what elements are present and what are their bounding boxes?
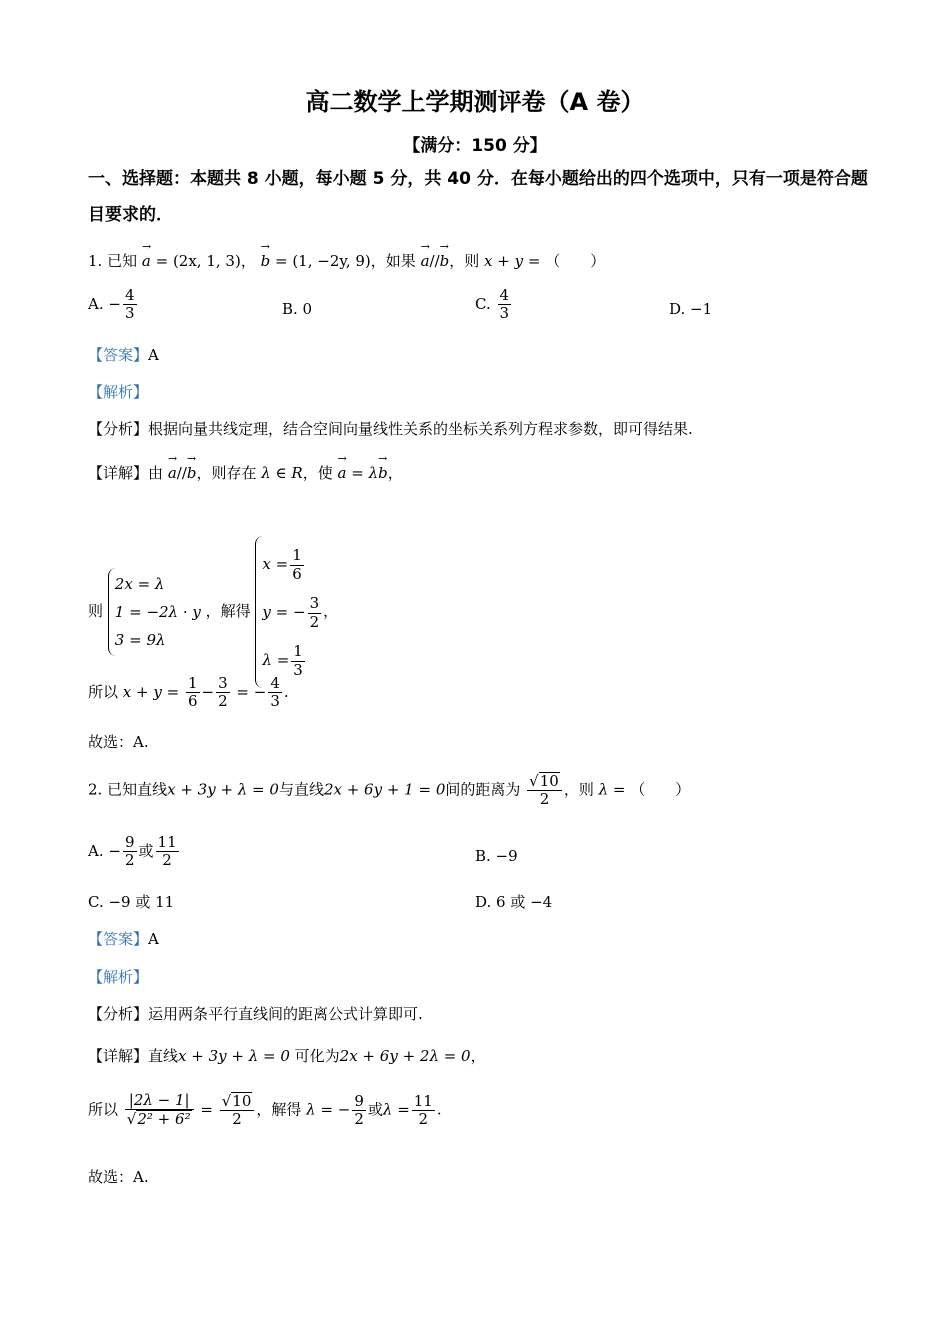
- or-label: 或: [138, 841, 154, 860]
- frac-num: 1: [187, 674, 198, 692]
- frac-num: 3: [218, 674, 228, 692]
- frac-num: 4: [124, 286, 135, 304]
- q2-stem-b: 与直线: [278, 780, 324, 799]
- frac-num: 9: [354, 1091, 364, 1110]
- q1-option-d: D. −1: [669, 300, 713, 318]
- detail-tag: 【详解】: [88, 1047, 149, 1065]
- q1-paren: （ ）: [545, 252, 606, 270]
- eq-row: 2x = λ: [114, 575, 165, 593]
- sol-x: [262, 540, 323, 588]
- detail-d: ，使: [302, 464, 333, 482]
- frac-num: √10: [220, 1092, 255, 1111]
- opt-a-sign: −: [108, 294, 121, 313]
- sqrt-radicand: 10: [539, 772, 559, 790]
- q2-line2: 2x + 6y + 1 = 0: [323, 780, 446, 799]
- opt-c-label: C.: [475, 294, 491, 313]
- q2-fenxi: [88, 1003, 423, 1024]
- frac-den: 3: [270, 692, 280, 711]
- q1-fenxi: [88, 418, 693, 439]
- parallel-sign: //: [429, 252, 440, 270]
- eq-sign: =: [200, 1100, 213, 1119]
- q1-prefix: 1. 已知: [88, 252, 138, 270]
- sqrt-radicand: 2² + 6²: [137, 1110, 191, 1129]
- sol-lhs: y = −: [262, 603, 306, 621]
- frac-num: √10: [527, 772, 562, 791]
- q1-analysis-tag: 【解析】: [88, 383, 149, 401]
- suoyi-label: 所以: [88, 1100, 119, 1119]
- q2-option-a: [88, 834, 181, 870]
- detail-f: ，: [387, 464, 403, 482]
- frac-num: 1: [293, 642, 303, 661]
- lambda-2: λ =: [382, 1100, 410, 1119]
- q1-ask: x + y =: [484, 252, 541, 270]
- vector-b-4: → b: [378, 464, 388, 482]
- sol-y: [262, 588, 323, 636]
- vector-a: → a: [142, 252, 151, 270]
- sum-frac-1: [186, 675, 200, 711]
- fenxi-text: 根据向量共线定理，结合空间向量线性关系的坐标关系列方程求参数，即可得结果.: [148, 420, 693, 438]
- sum-frac-2: [216, 675, 230, 711]
- sol-tail: ，: [323, 602, 339, 620]
- frac-num: 4: [270, 674, 280, 692]
- sum-lhs: x + y =: [122, 682, 180, 701]
- answer-value: A: [148, 346, 159, 364]
- equation-system-1: [108, 568, 201, 656]
- frac-den: 3: [499, 304, 510, 323]
- sum-frac-3: [268, 675, 282, 711]
- opt-c-frac: [498, 287, 512, 323]
- frac-num: 9: [124, 833, 135, 851]
- lambda-frac-1: [352, 1093, 366, 1129]
- opt-a-frac: [123, 287, 137, 323]
- sol-lhs: x =: [262, 555, 289, 573]
- q1-sum: [88, 675, 289, 711]
- page-title: 高二数学上学期测评卷（A 卷）: [305, 88, 645, 116]
- q1-detail: [88, 462, 403, 483]
- period: .: [436, 1100, 442, 1119]
- q1-choose: 故选：A.: [88, 733, 149, 751]
- q1-answer: [88, 344, 159, 365]
- frac-den: 2: [218, 692, 228, 711]
- frac-den: √2² + 6²: [126, 1110, 191, 1129]
- q2-paren: （ ）: [630, 780, 691, 799]
- detail-line: x + 3y + λ = 0: [178, 1047, 290, 1065]
- sqrt-radicand: 10: [232, 1092, 252, 1110]
- detail-b: ，则存在: [196, 464, 257, 482]
- detail-a: 由: [148, 464, 164, 482]
- detail-b: 可化为: [294, 1047, 340, 1065]
- q1-stem: 1. 已知 → a = (2x, 1, 3)， → b = (1, −2y, 9)，如果 → a//→ b，则 x + y = （ ）: [88, 250, 605, 271]
- vector-a-2: → a: [421, 252, 430, 270]
- minus-sign: −: [201, 682, 215, 701]
- frac-num: |2λ − 1|: [125, 1092, 194, 1110]
- q2-stem-c: 间的距离为: [445, 780, 521, 799]
- detail-e: = λ: [351, 464, 379, 482]
- frac-den: 2: [354, 1109, 364, 1128]
- opt-a-frac-2: [156, 834, 179, 870]
- frac-den: 2: [124, 851, 135, 870]
- lambda-1: λ = −: [306, 1100, 351, 1119]
- vector-b: → b: [261, 252, 271, 270]
- vector-a-3: → a: [168, 464, 177, 482]
- q1-b-eq: = (1, −2y, 9): [274, 252, 371, 270]
- answer-tag: 【答案】: [88, 930, 149, 948]
- q1-mid: ，如果: [370, 252, 416, 270]
- frac-den: 2: [539, 790, 550, 809]
- opt-a-frac-1: [123, 834, 137, 870]
- jiede-label: ，解得: [256, 1100, 302, 1119]
- distance-frac: [125, 1092, 194, 1129]
- frac-num: 4: [499, 286, 510, 304]
- vector-a-4: → a: [338, 464, 347, 482]
- frac-den: 2: [418, 1109, 429, 1128]
- frac-den: 3: [124, 304, 135, 323]
- q2-choose: 故选：A.: [88, 1168, 149, 1186]
- period: .: [283, 682, 289, 701]
- frac-den: 2: [162, 851, 172, 870]
- q2-stem: [88, 772, 690, 809]
- lambda-frac-2: [412, 1093, 435, 1129]
- q1-a-eq: = (2x, 1, 3): [155, 252, 241, 270]
- q1-option-a: [88, 287, 139, 323]
- q2-distance-calc: [88, 1092, 442, 1129]
- frac-den: 6: [187, 692, 198, 711]
- q2-detail: [88, 1045, 486, 1066]
- eq-row: 3 = 9λ: [114, 631, 166, 649]
- frac-num: 11: [157, 833, 177, 851]
- q2-dist-frac: [527, 772, 562, 809]
- answer-value: A: [148, 930, 159, 948]
- result-frac: [220, 1092, 255, 1129]
- q2-option-c: C. −9 或 11: [88, 893, 175, 911]
- frac-den: 2: [232, 1110, 242, 1129]
- frac-num: 1: [292, 546, 302, 565]
- eq-row: 1 = −2λ · y: [114, 603, 201, 621]
- detail-line2: 2x + 6y + 2λ = 0: [339, 1047, 471, 1065]
- frac-num: 3: [309, 594, 320, 613]
- answer-tag: 【答案】: [88, 346, 149, 364]
- q2-option-b: B. −9: [475, 847, 518, 865]
- full-score: 【满分：150 分】: [403, 136, 547, 156]
- q1-then: ，则: [449, 252, 480, 270]
- vector-b-3: → b: [187, 464, 197, 482]
- q1-option-c: [475, 287, 513, 323]
- q2-answer: [88, 928, 159, 949]
- frac-den: 3: [293, 660, 303, 679]
- detail-tag: 【详解】: [88, 464, 149, 482]
- fenxi-tag: 【分析】: [88, 1005, 149, 1023]
- vector-b-2: → b: [440, 252, 450, 270]
- detail-c: λ ∈ R: [261, 464, 303, 482]
- frac-num: 11: [413, 1091, 433, 1110]
- detail-a: 直线: [148, 1047, 179, 1065]
- detail-c: ，: [470, 1047, 486, 1065]
- frac-den: 6: [292, 564, 302, 583]
- opt-a-label: A.: [88, 841, 104, 860]
- eq-neg: = −: [236, 682, 267, 701]
- sol-frac: [291, 643, 305, 679]
- sol-lhs: λ =: [262, 651, 290, 669]
- jiede-label: ，解得: [205, 602, 251, 620]
- solution-system: [255, 536, 323, 688]
- or-label: 或: [367, 1100, 383, 1119]
- q2-line1: x + 3y + λ = 0: [167, 780, 279, 799]
- opt-a-sign: −: [108, 841, 121, 860]
- q1-system-line: [88, 536, 338, 688]
- opt-a-label: A.: [88, 294, 104, 313]
- q2-ask: λ =: [598, 780, 626, 799]
- sol-frac: [308, 595, 322, 631]
- q2-stem-a: 2. 已知直线: [88, 780, 168, 799]
- q2-analysis-tag: 【解析】: [88, 968, 149, 986]
- q2-option-d: D. 6 或 −4: [475, 893, 553, 911]
- parallel-sign: //: [176, 464, 187, 482]
- q1-option-b: B. 0: [282, 300, 313, 318]
- ze-label: 则: [88, 602, 104, 620]
- frac-den: 2: [309, 612, 320, 631]
- fenxi-text: 运用两条平行直线间的距离公式计算即可.: [148, 1005, 423, 1023]
- suoyi-label: 所以: [88, 682, 119, 701]
- q2-stem-d: ，则: [563, 780, 594, 799]
- sol-frac: [290, 547, 304, 583]
- fenxi-tag: 【分析】: [88, 420, 149, 438]
- section-heading: 一、选择题：本题共 8 小题，每小题 5 分，共 40 分．在每小题给出的四个选项中，只有一项是符合题目要求的．: [88, 169, 868, 225]
